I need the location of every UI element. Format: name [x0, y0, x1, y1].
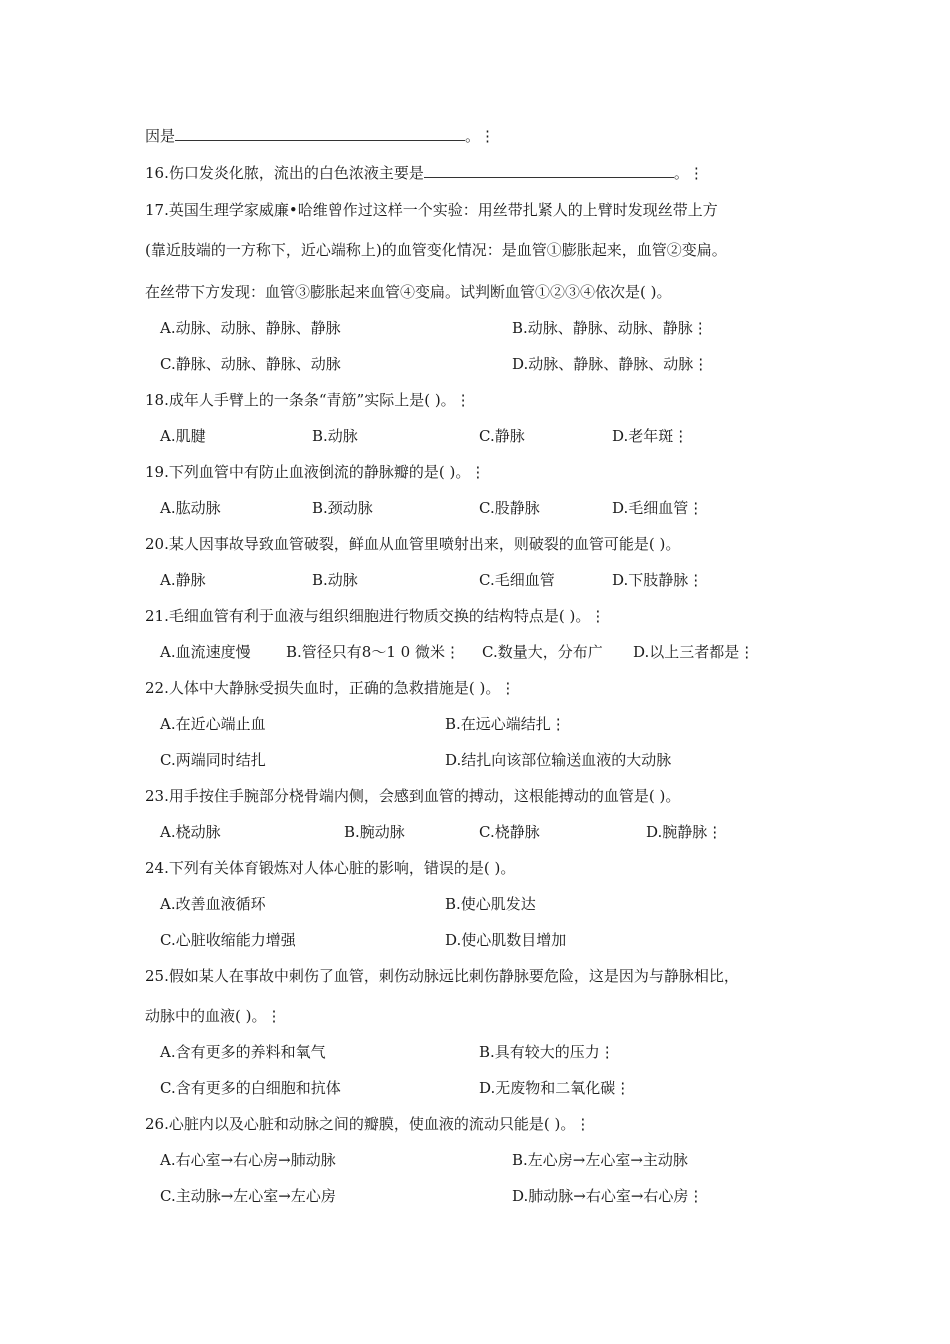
question-20: 20.某人因事故导致血管破裂，鲜血从血管里喷射出来，则破裂的血管可能是( )。 [145, 535, 681, 553]
option-a[interactable]: A.右心室→右心房→肺动脉 [160, 1151, 336, 1169]
option-c[interactable]: C.静脉、动脉、静脉、动脉 [160, 355, 341, 373]
option-b[interactable]: B.使心肌发达 [445, 895, 536, 913]
option-a[interactable]: A.动脉、动脉、静脉、静脉 [160, 319, 341, 337]
option-d[interactable]: D.结扎向该部位输送血液的大动脉 [445, 751, 672, 769]
q15-suffix: 。⋮ [465, 127, 496, 145]
option-b[interactable]: B.在远心端结扎⋮ [445, 715, 566, 733]
question-25-line2: 动脉中的血液( )。⋮ [145, 1007, 282, 1025]
option-a[interactable]: A.肱动脉 [160, 499, 221, 517]
option-d[interactable]: D.使心肌数目增加 [445, 931, 567, 949]
q16-stem: 16.伤口发炎化脓，流出的白色浓液主要是 [145, 164, 424, 182]
option-a[interactable]: A.在近心端止血 [160, 715, 266, 733]
option-c[interactable]: C.毛细血管 [479, 571, 555, 589]
option-a[interactable]: A.肌腱 [160, 427, 206, 445]
option-a[interactable]: A.改善血液循环 [160, 895, 266, 913]
option-d[interactable]: D.肺动脉→右心室→右心房⋮ [512, 1187, 704, 1205]
option-a[interactable]: A.静脉 [160, 571, 206, 589]
question-21: 21.毛细血管有利于血液与组织细胞进行物质交换的结构特点是( )。⋮ [145, 607, 606, 625]
option-d[interactable]: D.毛细血管⋮ [612, 499, 704, 517]
question-26: 26.心脏内以及心脏和动脉之间的瓣膜，使血液的流动只能是( )。⋮ [145, 1115, 591, 1133]
option-d[interactable]: D.腕静脉⋮ [646, 823, 723, 841]
question-17-line2: (靠近肢端的一方称下，近心端称上)的血管变化情况：是血管①膨胀起来，血管②变扁。 [145, 241, 727, 259]
q16-suffix: 。⋮ [673, 164, 704, 182]
option-c[interactable]: C.主动脉→左心室→左心房 [160, 1187, 336, 1205]
option-a[interactable]: A.桡动脉 [160, 823, 221, 841]
option-c[interactable]: C.静脉 [479, 427, 525, 445]
option-c[interactable]: C.股静脉 [479, 499, 540, 517]
option-b[interactable]: B.动脉、静脉、动脉、静脉⋮ [512, 319, 708, 337]
option-c[interactable]: C.数量大，分布广 [482, 643, 603, 661]
option-b[interactable]: B.管径只有8～1 0 微米⋮ [286, 643, 460, 661]
option-a[interactable]: A.血流速度慢 [160, 643, 251, 661]
question-16 [145, 163, 704, 183]
option-d[interactable]: D.下肢静脉⋮ [612, 571, 704, 589]
question-25-line1: 25.假如某人在事故中刺伤了血管，刺伤动脉远比刺伤静脉要危险，这是因为与静脉相比， [145, 967, 739, 985]
q15-tail [145, 126, 495, 146]
option-c[interactable]: C.两端同时结扎 [160, 751, 266, 769]
option-b[interactable]: B.颈动脉 [312, 499, 373, 517]
option-b[interactable]: B.具有较大的压力⋮ [479, 1043, 615, 1061]
answer-blank [424, 163, 674, 178]
question-18: 18.成年人手臂上的一条条“青筋”实际上是( )。⋮ [145, 391, 471, 409]
option-b[interactable]: B.动脉 [312, 427, 358, 445]
option-c[interactable]: C.心脏收缩能力增强 [160, 931, 296, 949]
option-d[interactable]: D.以上三者都是⋮ [633, 643, 755, 661]
question-24: 24.下列有关体育锻炼对人体心脏的影响，错误的是( )。 [145, 859, 516, 877]
option-c[interactable]: C.桡静脉 [479, 823, 540, 841]
option-d[interactable]: D.动脉、静脉、静脉、动脉⋮ [512, 355, 709, 373]
option-d[interactable]: D.无废物和二氧化碳⋮ [479, 1079, 631, 1097]
option-b[interactable]: B.左心房→左心室→主动脉 [512, 1151, 688, 1169]
option-b[interactable]: B.动脉 [312, 571, 358, 589]
question-19: 19.下列血管中有防止血液倒流的静脉瓣的是( )。⋮ [145, 463, 486, 481]
q15-prefix: 因是 [145, 127, 176, 145]
question-23: 23.用手按住手腕部分桡骨端内侧，会感到血管的搏动，这根能搏动的血管是( )。 [145, 787, 681, 805]
answer-blank [175, 126, 465, 141]
question-17-line3: 在丝带下方发现：血管③膨胀起来血管④变扁。试判断血管①②③④依次是( )。 [145, 283, 672, 301]
option-d[interactable]: D.老年斑⋮ [612, 427, 689, 445]
option-b[interactable]: B.腕动脉 [344, 823, 405, 841]
option-c[interactable]: C.含有更多的白细胞和抗体 [160, 1079, 341, 1097]
question-17-line1: 17.英国生理学家威廉•哈维曾作过这样一个实验：用丝带扎紧人的上臂时发现丝带上方 [145, 201, 718, 219]
question-22: 22.人体中大静脉受损失血时，正确的急救措施是( )。⋮ [145, 679, 516, 697]
option-a[interactable]: A.含有更多的养料和氧气 [160, 1043, 326, 1061]
